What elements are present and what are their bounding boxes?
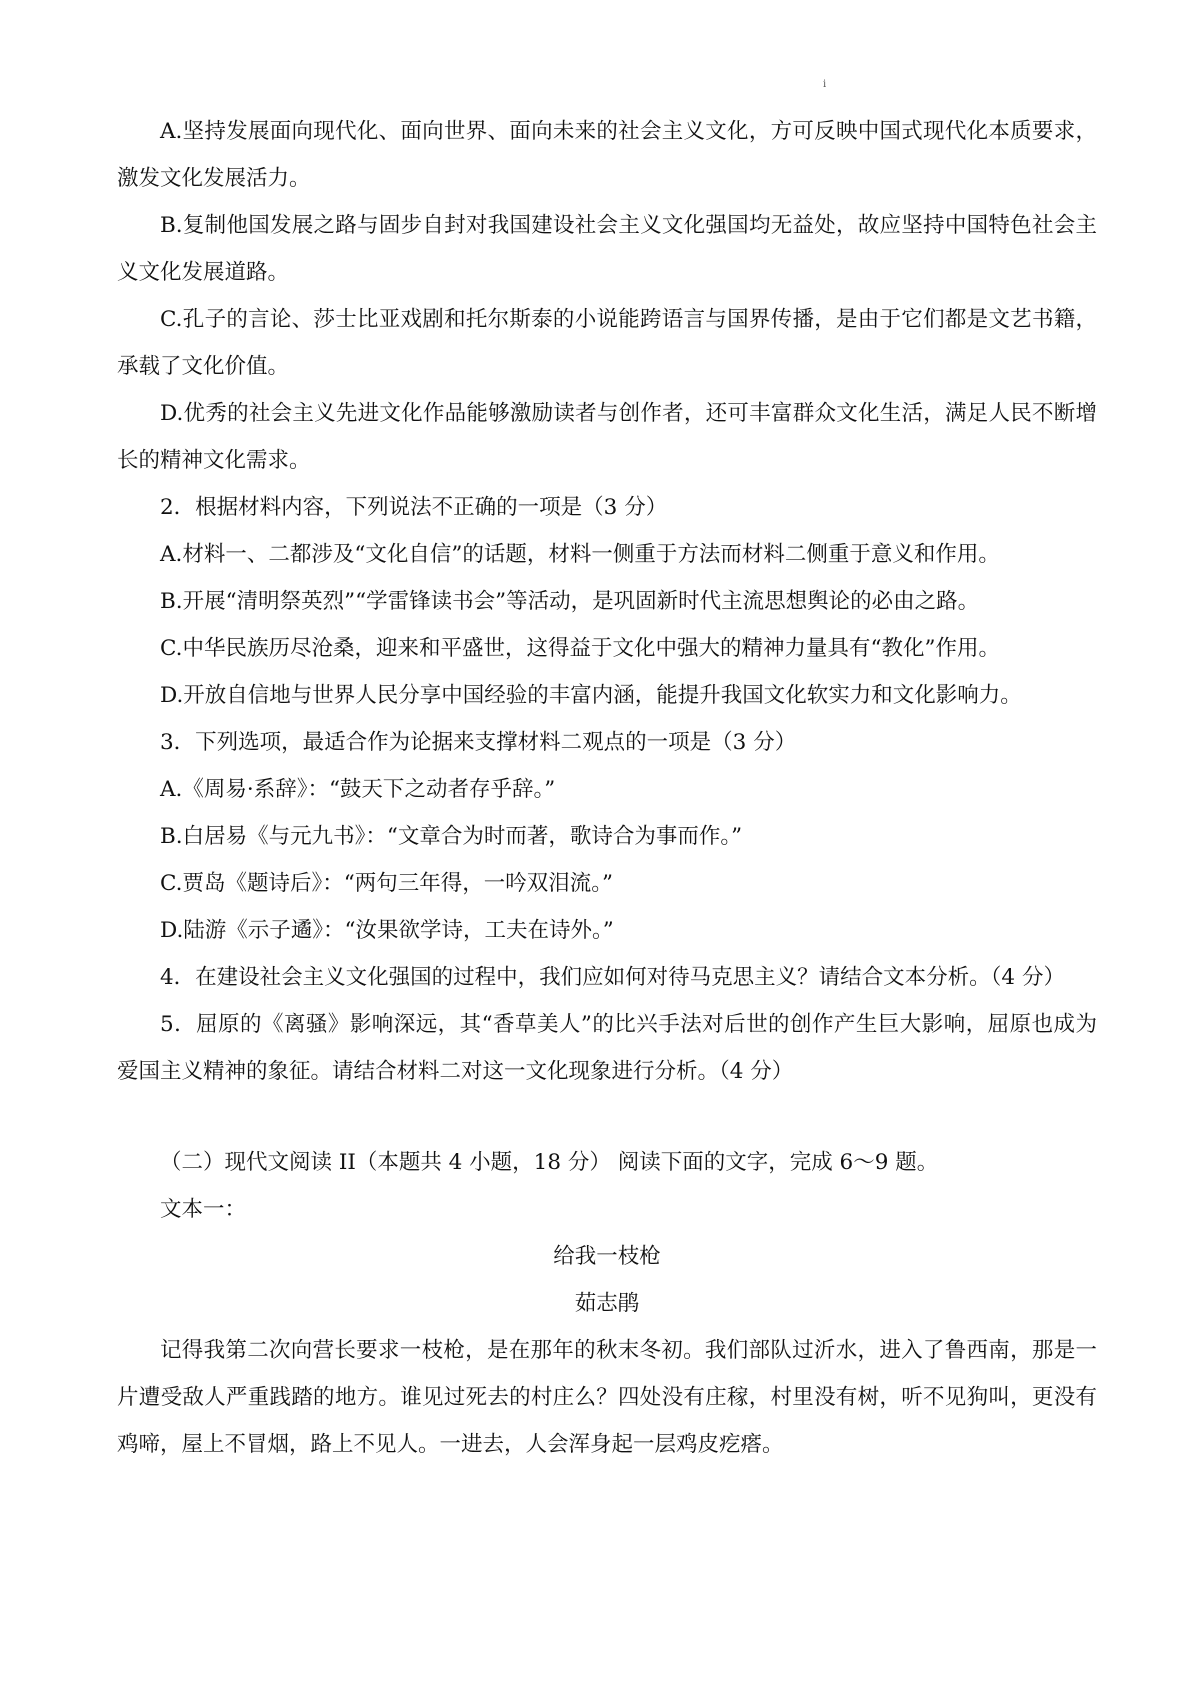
page-content <box>117 108 1097 1468</box>
q2-stem: 2．根据材料内容，下列说法不正确的一项是（3 分） <box>160 495 668 520</box>
q2-option-a: A.材料一、二都涉及“文化自信”的话题，材料一侧重于方法而材料二侧重于意义和作用。 <box>160 542 1000 567</box>
q3-stem: 3．下列选项，最适合作为论据来支撑材料二观点的一项是（3 分） <box>160 730 797 755</box>
q1-option-b: B.复制他国发展之路与固步自封对我国建设社会主义文化强国均无益处，故应坚持中国特色社会主义文化发展道路。 <box>117 213 1097 285</box>
q4-stem: 4．在建设社会主义文化强国的过程中，我们应如何对待马克思主义？请结合文本分析。（4 分） <box>160 965 1065 990</box>
q1-option-c: C.孔子的言论、莎士比亚戏剧和托尔斯泰的小说能跨语言与国界传播，是由于它们都是文艺书籍，承载了文化价值。 <box>117 307 1097 379</box>
q3-option-b: B.白居易《与元九书》：“文章合为时而著，歌诗合为事而作。” <box>160 824 743 849</box>
q5-stem: 5．屈原的《离骚》影响深远，其“香草美人”的比兴手法对后世的创作产生巨大影响，屈原也成为爱国主义精神的象征。请结合材料二对这一文化现象进行分析。（4 分） <box>117 1012 1097 1084</box>
section-two-heading: （二）现代文阅读 II（本题共 4 小题，18 分） 阅读下面的文字，完成 6～9 题。 <box>160 1150 939 1175</box>
text-one-label: 文本一： <box>160 1197 247 1222</box>
q2-option-b: B.开展“清明祭英烈”“学雷锋读书会”等活动，是巩固新时代主流思想舆论的必由之路。 <box>160 589 980 614</box>
q2-option-d: D.开放自信地与世界人民分享中国经验的丰富内涵，能提升我国文化软实力和文化影响力。 <box>160 683 1022 708</box>
story-body-paragraph: 记得我第二次向营长要求一枝枪，是在那年的秋末冬初。我们部队过沂水，进入了鲁西南，那是一片遭受敌人严重践踏的地方。谁见过死去的村庄么？四处没有庄稼，村里没有树，听不见狗叫，更没有鸡啼，屋上不冒烟，路上不见人。一进去，人会浑身起一层鸡皮疙瘩。 <box>117 1338 1097 1457</box>
q1-option-d: D.优秀的社会主义先进文化作品能够激励读者与创作者，还可丰富群众文化生活，满足人民不断增长的精神文化需求。 <box>117 401 1097 473</box>
q3-option-d: D.陆游《示子遹》：“汝果欲学诗，工夫在诗外。” <box>160 918 614 943</box>
section-gap <box>117 1095 1097 1139</box>
q3-option-a: A.《周易·系辞》：“鼓天下之动者存乎辞。” <box>160 777 556 802</box>
q3-option-c: C.贾岛《题诗后》：“两句三年得，一吟双泪流。” <box>160 871 614 896</box>
page-mark: i <box>823 79 827 90</box>
story-author: 茹志鹃 <box>574 1291 640 1316</box>
story-title: 给我一枝枪 <box>553 1244 661 1269</box>
q2-option-c: C.中华民族历尽沧桑，迎来和平盛世，这得益于文化中强大的精神力量具有“教化”作用。 <box>160 636 1001 661</box>
q1-option-a: A.坚持发展面向现代化、面向世界、面向未来的社会主义文化，方可反映中国式现代化本质要求，激发文化发展活力。 <box>117 119 1097 191</box>
